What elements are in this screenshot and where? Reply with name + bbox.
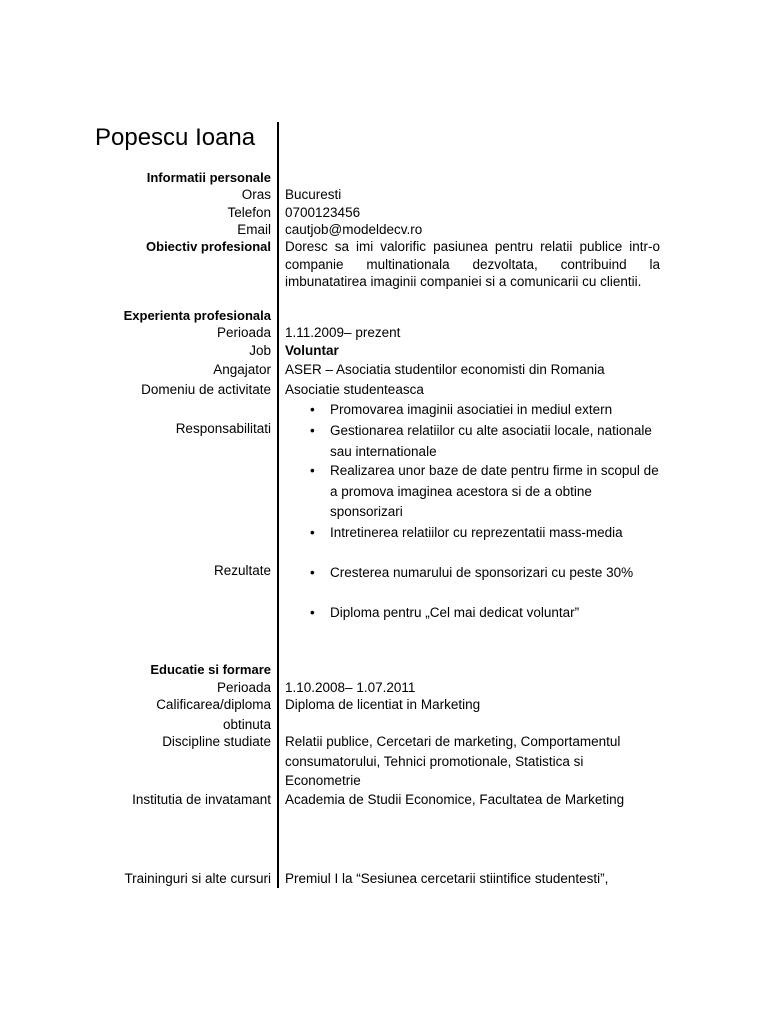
institution-value: Academia de Studii Economice, Facultatea de Marketing bbox=[285, 792, 625, 807]
phone-label: Telefon bbox=[227, 205, 271, 220]
section-heading-experience: Experienta profesionala bbox=[123, 308, 271, 323]
subjects-value: Relatii publice, Cercetari de marketing, Comportamentul consumatorului, Tehnici promotionale, Statistica si Econometrie bbox=[285, 734, 621, 788]
bullet-icon: • bbox=[310, 463, 315, 478]
column-divider bbox=[277, 122, 279, 888]
responsibility-item: Realizarea unor baze de date pentru firme in scopul de a promova imaginea acestora si de a obtine sponsorizari bbox=[330, 463, 659, 519]
phone-value: 0700123456 bbox=[285, 205, 361, 220]
qualification-value: Diploma de licentiat in Marketing bbox=[285, 697, 481, 712]
responsibility-item: Gestionarea relatiilor cu alte asociatii locale, nationale sau internationale bbox=[330, 423, 652, 459]
city-label: Oras bbox=[241, 187, 271, 202]
bullet-icon: • bbox=[310, 565, 315, 580]
employer-value: ASER – Asociatia studentilor economisti din Romania bbox=[285, 362, 605, 377]
responsibility-item: Intretinerea relatiilor cu reprezentatii mass-media bbox=[330, 525, 623, 540]
email-label: Email bbox=[237, 222, 271, 237]
employer-label: Angajator bbox=[213, 362, 271, 377]
section-heading-personal: Informatii personale bbox=[146, 170, 271, 185]
exp-period-label: Perioada bbox=[216, 325, 271, 340]
job-value: Voluntar bbox=[285, 343, 339, 358]
exp-period-value: 1.11.2009– prezent bbox=[285, 325, 401, 340]
institution-label: Institutia de invatamant bbox=[132, 792, 271, 807]
result-item: Diploma pentru „Cel mai dedicat voluntar” bbox=[330, 605, 580, 620]
domain-label: Domeniu de activitate bbox=[141, 382, 271, 397]
trainings-value: Premiul I la “Sesiunea cercetarii stiintifice studentesti”, bbox=[285, 871, 609, 886]
objective-label: Obiectiv profesional bbox=[146, 239, 271, 254]
email-value: cautjob@modeldecv.ro bbox=[285, 222, 423, 237]
domain-value: Asociatie studenteasca bbox=[285, 382, 424, 397]
responsibility-item: Promovarea imaginii asociatiei in mediul extern bbox=[330, 402, 613, 417]
edu-period-value: 1.10.2008– 1.07.2011 bbox=[285, 680, 416, 695]
bullet-icon: • bbox=[310, 525, 315, 540]
qualification-label: Calificarea/diploma bbox=[156, 697, 271, 712]
responsibilities-label: Responsabilitati bbox=[175, 421, 271, 436]
objective-text: Doresc sa imi valorific pasiunea pentru relatii publice intr-o companie multinationala dezvoltata, contribuind la imbunatatirea imaginii companiei si a comunicarii cu clientii. bbox=[285, 239, 660, 289]
city-value: Bucuresti bbox=[285, 187, 342, 202]
section-heading-education: Educatie si formare bbox=[150, 662, 271, 677]
bullet-icon: • bbox=[310, 423, 315, 438]
bullet-icon: • bbox=[310, 605, 315, 620]
bullet-icon: • bbox=[310, 402, 315, 417]
candidate-name: Popescu Ioana bbox=[95, 124, 256, 151]
results-label: Rezultate bbox=[213, 563, 271, 578]
job-label: Job bbox=[249, 343, 271, 358]
result-item: Cresterea numarului de sponsorizari cu peste 30% bbox=[330, 565, 634, 580]
subjects-label: Discipline studiate bbox=[162, 734, 271, 749]
qualification-label-cont: obtinuta bbox=[222, 717, 271, 732]
edu-period-label: Perioada bbox=[216, 680, 271, 695]
trainings-label: Traininguri si alte cursuri bbox=[124, 871, 271, 886]
